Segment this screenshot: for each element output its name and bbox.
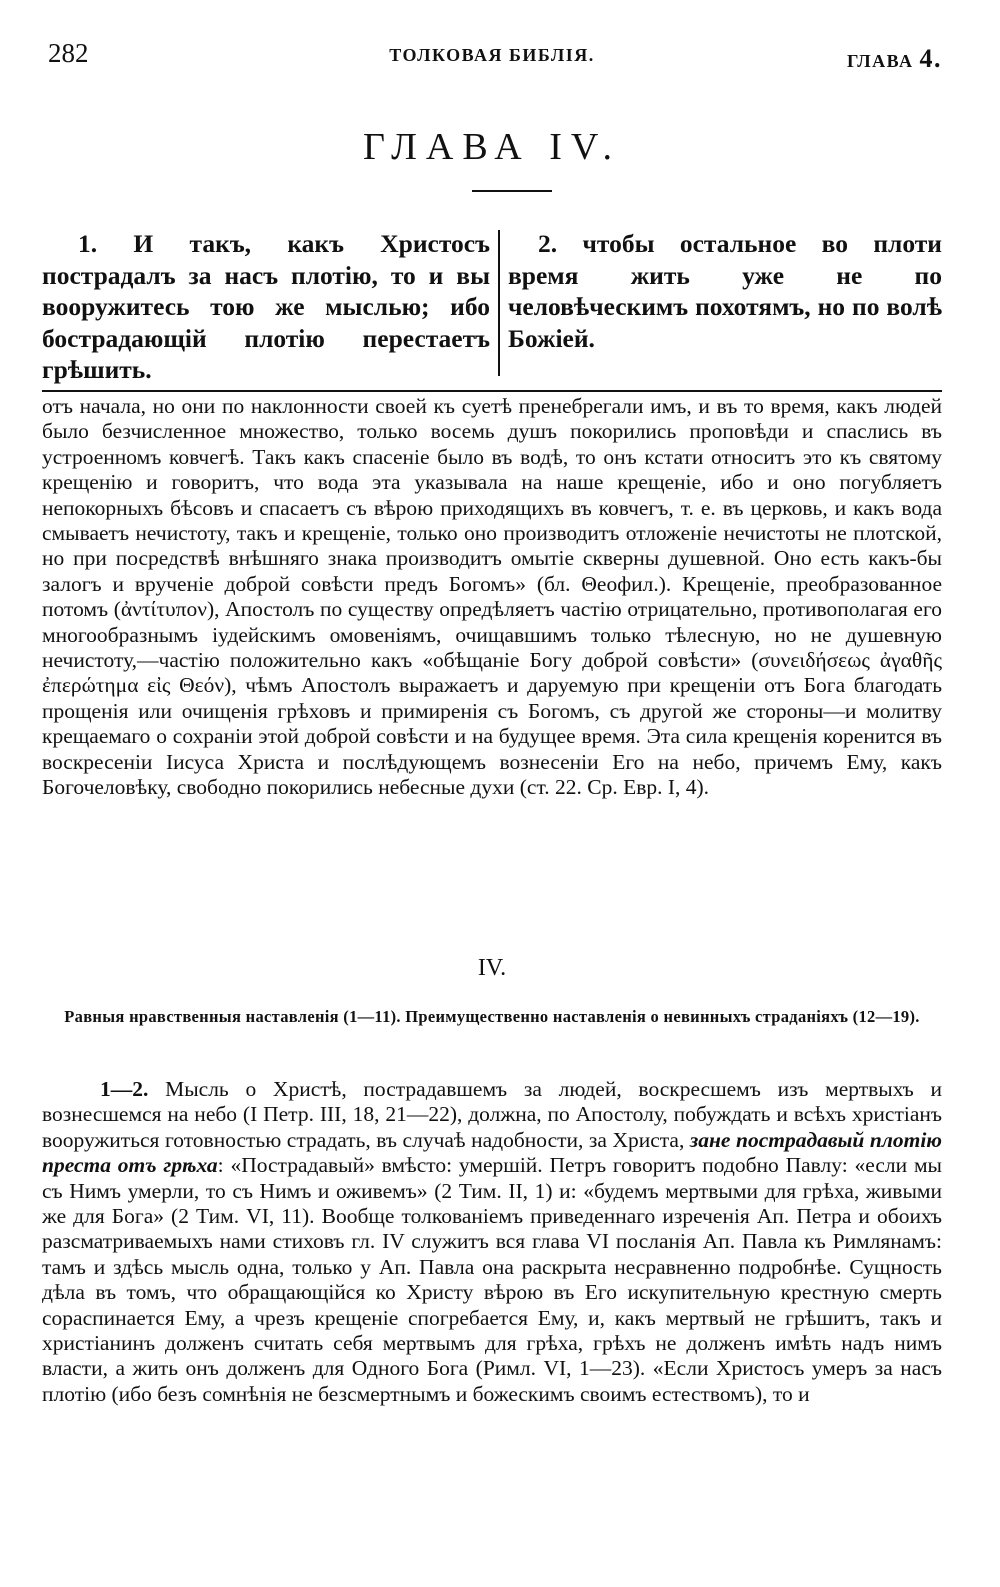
scripture-verses xyxy=(42,228,942,384)
commentary-continuation: отъ начала, но они по наклонности своей къ суетѣ пренебрегали имъ, и въ то время, какъ людей было безчисленное множество, только восемь душъ покорились проповѣди и спаслись въ устроенномъ ковчегѣ. Такъ какъ спасеніе было въ водѣ, то онъ кстати относитъ это къ святому крещенію и говоритъ, что вода эта указывала на наше крещеніе, ибо и оно погубляетъ непокорныхъ бѣсовъ и спасаетъ съ вѣрою приходящихъ въ ковчегъ, т. е. въ церковь, и какъ вода смываетъ нечистоту, такъ и крещеніе, только оно производитъ отложеніе нечистоты не плотской, но при посредствѣ внѣшняго знака производитъ омытіе скверны душевной. Оно есть какъ-бы залогъ и врученіе доброй совѣсти предъ Богомъ» (бл. Θеофил.). Крещеніе, преобразованное потомъ (ἀντίτυπον), Апостолъ по существу опредѣляетъ частію отрицательно, противополагая его многообразнымъ іудейскимъ омовеніямъ, очищавшимъ только тѣлесную, но не душевную нечистоту,—частію положительно какъ «обѣщаніе Богу доброй совѣсти» (συνειδήσεως ἀγαθῆς ἐπερώτημα εἰς Θεόν), чѣмъ Апостолъ выражаетъ и даруемую при крещеніи отъ Бога благодать прощенія или очищенія грѣховъ и примиренія съ Богомъ, съ другой же стороны—и молитву крещаемаго о сохраніи этой доброй совѣсти и на будущее время. Эта сила крещенія коренится въ воскресеніи Іисуса Христа и послѣдующемъ вознесеніи Его на небо, причемъ Ему, какъ Богочеловѣку, свободно покорились небесные духи (ст. 22. Ср. Евр. I, 4). xyxy=(42,394,942,800)
running-head xyxy=(42,38,942,78)
verse-reference: 1—2. xyxy=(100,1077,149,1101)
commentary-text-a: Мысль о Христѣ, пострадавшемъ за людей, воскресшемъ изъ мертвыхъ и вознесшемся на небо (I Петр. III, 18, 21—22), должна, по Апостолу, побуждать и всѣхъ христіанъ вооружиться готовностью страдать, въ случаѣ надобности, за Христа, xyxy=(42,1077,942,1152)
chapter-label: ГЛАВА xyxy=(846,51,914,71)
section-heading: Равныя нравственныя наставленія (1—11). Преимущественно наставленія о невинныхъ страданіяхъ (12—19). xyxy=(64,1007,920,1026)
chapter-number: 4. xyxy=(919,44,942,73)
book-page xyxy=(42,0,942,1587)
separator-rule xyxy=(42,390,942,392)
scripture-quote: зане пострадавый плотію преста отъ грѣха xyxy=(42,1127,942,1178)
commentary-verses-1-2 xyxy=(42,1077,942,1407)
column-divider xyxy=(498,230,500,376)
chapter-indicator xyxy=(847,44,942,74)
commentary-text-b: : «Пострадавый» вмѣсто: умершій. Петръ говоритъ подобно Павлу: «если мы съ Нимъ умерли, то съ Нимъ и оживемъ» (2 Тим. II, 1) и: «будемъ мертвыми для грѣха, живыми же для Бога» (2 Тим. VI, 11). Вообще толкованіемъ приведеннаго изреченія Ап. Петра и обоихъ разсматриваемыхъ нами стиховъ гл. IV служитъ вся глава VI посланія Ап. Павла къ Римлянамъ: тамъ и здѣсь мысль одна, только у Ап. Павла она раскрыта несравненно подробнѣе. Сущность дѣла въ томъ, что обращающійся ко Христу вѣрою въ Его искупительную крестную смерть сораспинается Ему, а чрезъ крещеніе спогребается Ему, и, какъ мертвый не грѣшитъ, такъ и христіанинъ долженъ считать себя мертвымъ для грѣха, грѣхъ не долженъ имѣть надъ нимъ власти, а жить онъ долженъ для Одного Бога (Римл. VI, 1—23). «Если Христосъ умеръ за насъ плотію (ибо безъ сомнѣнія не безсмертнымъ и божескимъ своимъ естествомъ), то и xyxy=(42,1153,942,1406)
running-title: ТОЛКОВАЯ БИБЛІЯ. xyxy=(389,45,595,65)
verse-2: 2. чтобы остальное во плоти время жить уже не по человѣческимъ похотямъ, но по волѣ Божіей. xyxy=(508,229,942,353)
verse-1: 1. И такъ, какъ Христосъ пострадалъ за насъ плотію, то и вы вооружитесь тою же мыслью; ибо бострадающій плотію перестаетъ грѣшить. xyxy=(42,229,490,384)
page-number: 282 xyxy=(48,38,89,68)
title-rule xyxy=(472,190,552,192)
chapter-title: ГЛАВА IV. xyxy=(363,126,621,168)
section-number: IV. xyxy=(477,955,507,981)
